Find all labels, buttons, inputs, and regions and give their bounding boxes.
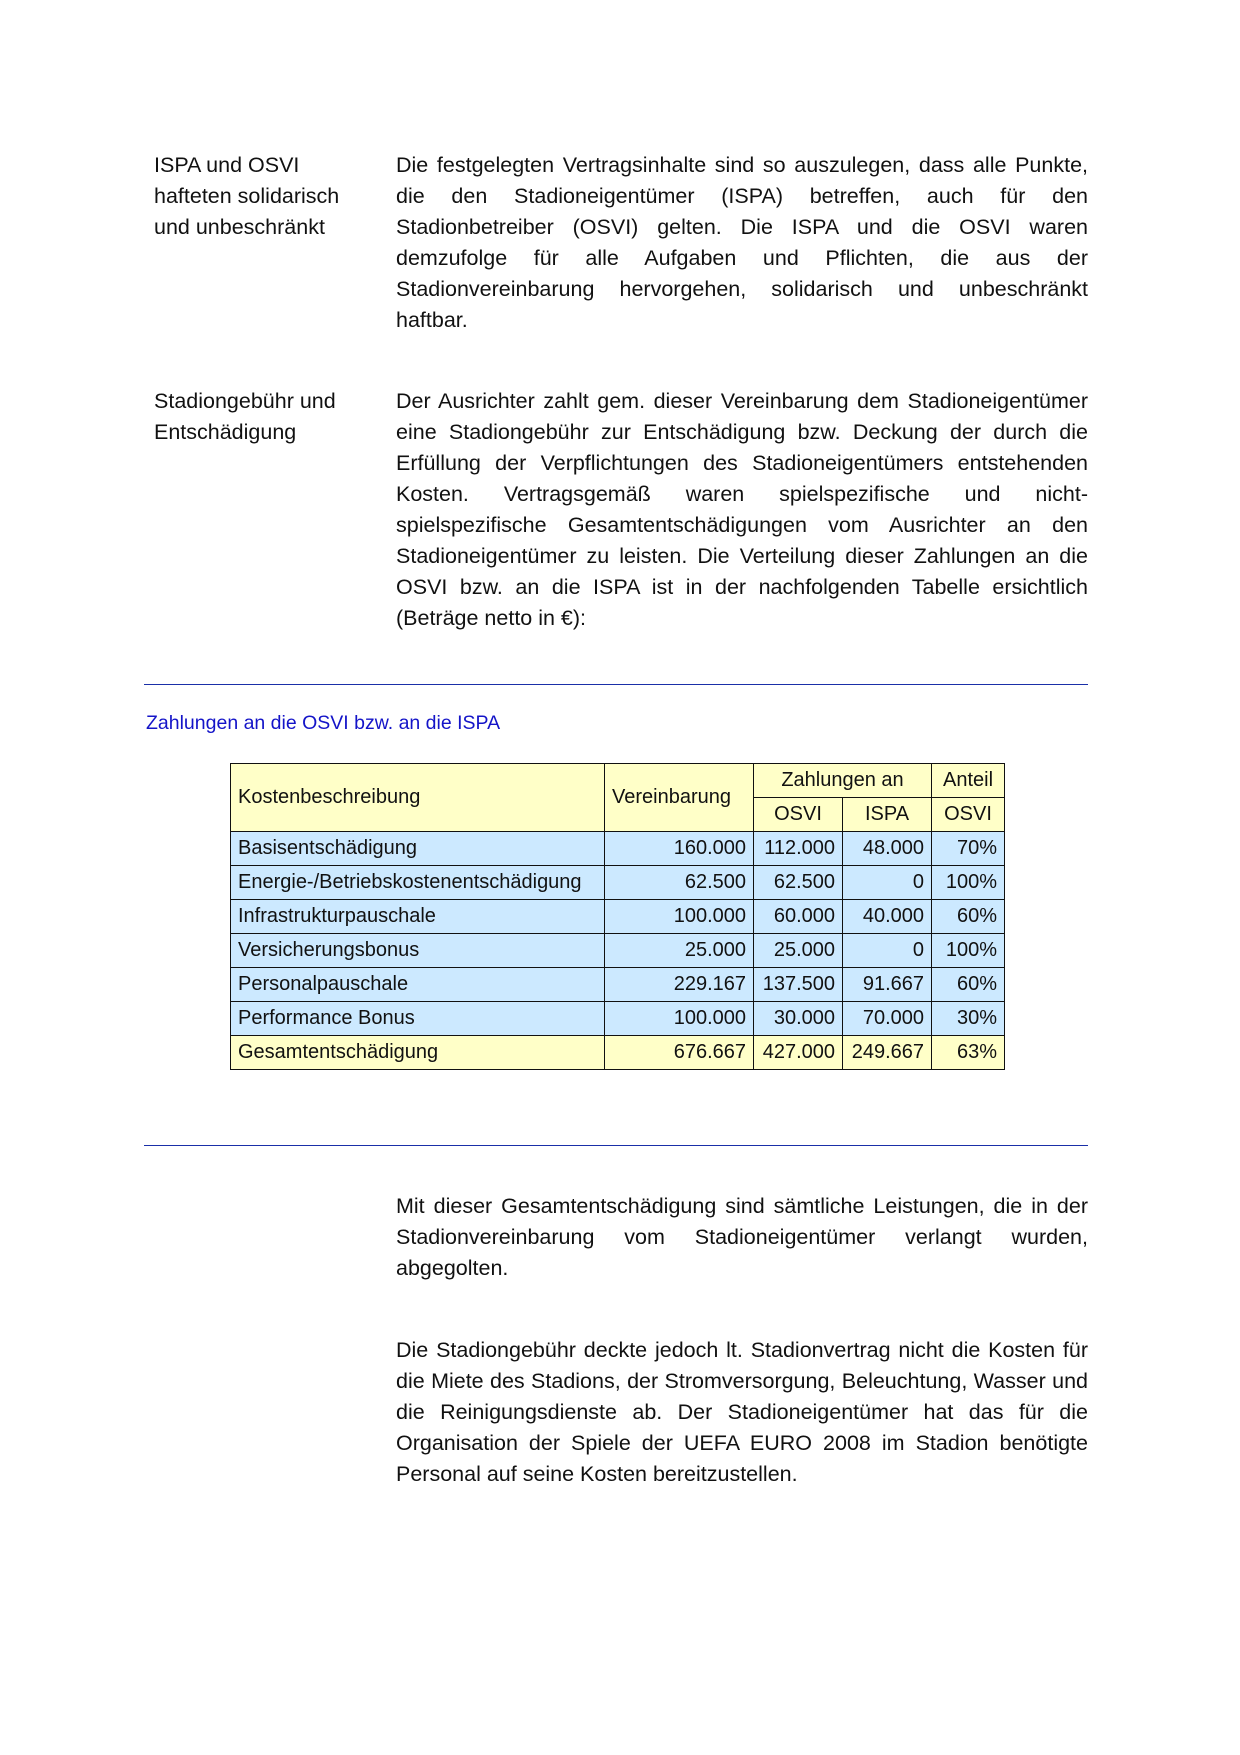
cell-ispa: 0 bbox=[843, 866, 932, 900]
margin-heading-stadium-fee: Stadiongebühr und Entschädigung bbox=[154, 389, 336, 444]
table-row bbox=[231, 900, 1005, 934]
cell-total-description: Gesamtentschädigung bbox=[231, 1036, 605, 1070]
cell-description: Energie-/Betriebskostenentschädigung bbox=[231, 866, 605, 900]
header-share-group: Anteil bbox=[932, 764, 1005, 798]
cell-osvi: 62.500 bbox=[754, 866, 843, 900]
cell-agreement: 160.000 bbox=[605, 832, 754, 866]
cell-ispa: 0 bbox=[843, 934, 932, 968]
paragraph-liability: Die festgelegten Vertragsinhalte sind so auszulegen, dass alle Punkte, die den Stadioneigentümer (ISPA) betreffen, auch für den Stadionbetreiber (OSVI) gelten. Die ISPA und die OSVI waren demzufolge für alle Aufgaben und Pflichten, die aus der Stadionvereinbarung hervorgehen, solidarisch und unbeschränkt haftbar. bbox=[396, 153, 1088, 332]
table-row bbox=[231, 1002, 1005, 1036]
header-ispa: ISPA bbox=[843, 798, 932, 832]
cell-osvi: 112.000 bbox=[754, 832, 843, 866]
table-total-row bbox=[231, 1036, 1005, 1070]
cell-osvi: 137.500 bbox=[754, 968, 843, 1002]
paragraph-stadium-fee: Der Ausrichter zahlt gem. dieser Vereinbarung dem Stadioneigentümer eine Stadiongebühr zur Entschädigung bzw. Deckung der durch die Erfüllung der Verpflichtungen des Stadioneigentümers entstehenden Kosten. Vertragsgemäß waren spielspezifische und nicht-spielspezifische Gesamtentschädigungen vom Ausrichter an den Stadioneigentümer zu leisten. Die Verteilung dieser Zahlungen an die OSVI bzw. an die ISPA ist in der nachfolgenden Tabelle ersichtlich (Beträge netto in €): bbox=[396, 389, 1088, 630]
paragraph-compensation-settled: Mit dieser Gesamtentschädigung sind sämtliche Leistungen, die in der Stadionvereinbarung vom Stadioneigentümer verlangt wurden, abgegolten. bbox=[396, 1194, 1088, 1280]
cell-share: 100% bbox=[932, 866, 1005, 900]
cell-share: 60% bbox=[932, 900, 1005, 934]
table-row bbox=[231, 968, 1005, 1002]
header-description: Kostenbeschreibung bbox=[231, 764, 605, 832]
table-row bbox=[231, 866, 1005, 900]
cell-ispa: 70.000 bbox=[843, 1002, 932, 1036]
header-share-osvi: OSVI bbox=[932, 798, 1005, 832]
cell-osvi: 30.000 bbox=[754, 1002, 843, 1036]
cell-total-osvi: 427.000 bbox=[754, 1036, 843, 1070]
cell-agreement: 100.000 bbox=[605, 1002, 754, 1036]
cell-ispa: 48.000 bbox=[843, 832, 932, 866]
cell-share: 100% bbox=[932, 934, 1005, 968]
cell-total-ispa: 249.667 bbox=[843, 1036, 932, 1070]
table-row bbox=[231, 832, 1005, 866]
header-agreement: Vereinbarung bbox=[605, 764, 754, 832]
cell-description: Personalpauschale bbox=[231, 968, 605, 1002]
cell-osvi: 25.000 bbox=[754, 934, 843, 968]
cell-ispa: 91.667 bbox=[843, 968, 932, 1002]
divider-bottom bbox=[144, 1145, 1088, 1146]
cell-description: Versicherungsbonus bbox=[231, 934, 605, 968]
table-caption: Zahlungen an die OSVI bzw. an die ISPA bbox=[146, 712, 501, 734]
cell-share: 60% bbox=[932, 968, 1005, 1002]
header-osvi: OSVI bbox=[754, 798, 843, 832]
header-payments-group: Zahlungen an bbox=[754, 764, 932, 798]
cell-share: 30% bbox=[932, 1002, 1005, 1036]
cell-agreement: 62.500 bbox=[605, 866, 754, 900]
cell-description: Basisentschädigung bbox=[231, 832, 605, 866]
cell-total-agreement: 676.667 bbox=[605, 1036, 754, 1070]
divider-top bbox=[144, 684, 1088, 685]
cell-agreement: 100.000 bbox=[605, 900, 754, 934]
cell-agreement: 25.000 bbox=[605, 934, 754, 968]
cell-agreement: 229.167 bbox=[605, 968, 754, 1002]
cell-description: Infrastrukturpauschale bbox=[231, 900, 605, 934]
table-row bbox=[231, 934, 1005, 968]
cell-ispa: 40.000 bbox=[843, 900, 932, 934]
cell-share: 70% bbox=[932, 832, 1005, 866]
margin-heading-liability: ISPA und OSVI hafteten solidarisch und unbeschränkt bbox=[154, 153, 340, 239]
payments-table bbox=[230, 763, 1005, 1070]
cell-total-share: 63% bbox=[932, 1036, 1005, 1070]
paragraph-costs-not-covered: Die Stadiongebühr deckte jedoch lt. Stadionvertrag nicht die Kosten für die Miete des Stadions, der Stromversorgung, Beleuchtung, Wasser und die Reinigungsdienste ab. Der Stadioneigentümer hat das für die Organisation der Spiele der UEFA EURO 2008 im Stadion benötigte Personal auf seine Kosten bereitzustellen. bbox=[396, 1338, 1088, 1486]
cell-osvi: 60.000 bbox=[754, 900, 843, 934]
cell-description: Performance Bonus bbox=[231, 1002, 605, 1036]
table-header-row bbox=[231, 764, 1005, 798]
